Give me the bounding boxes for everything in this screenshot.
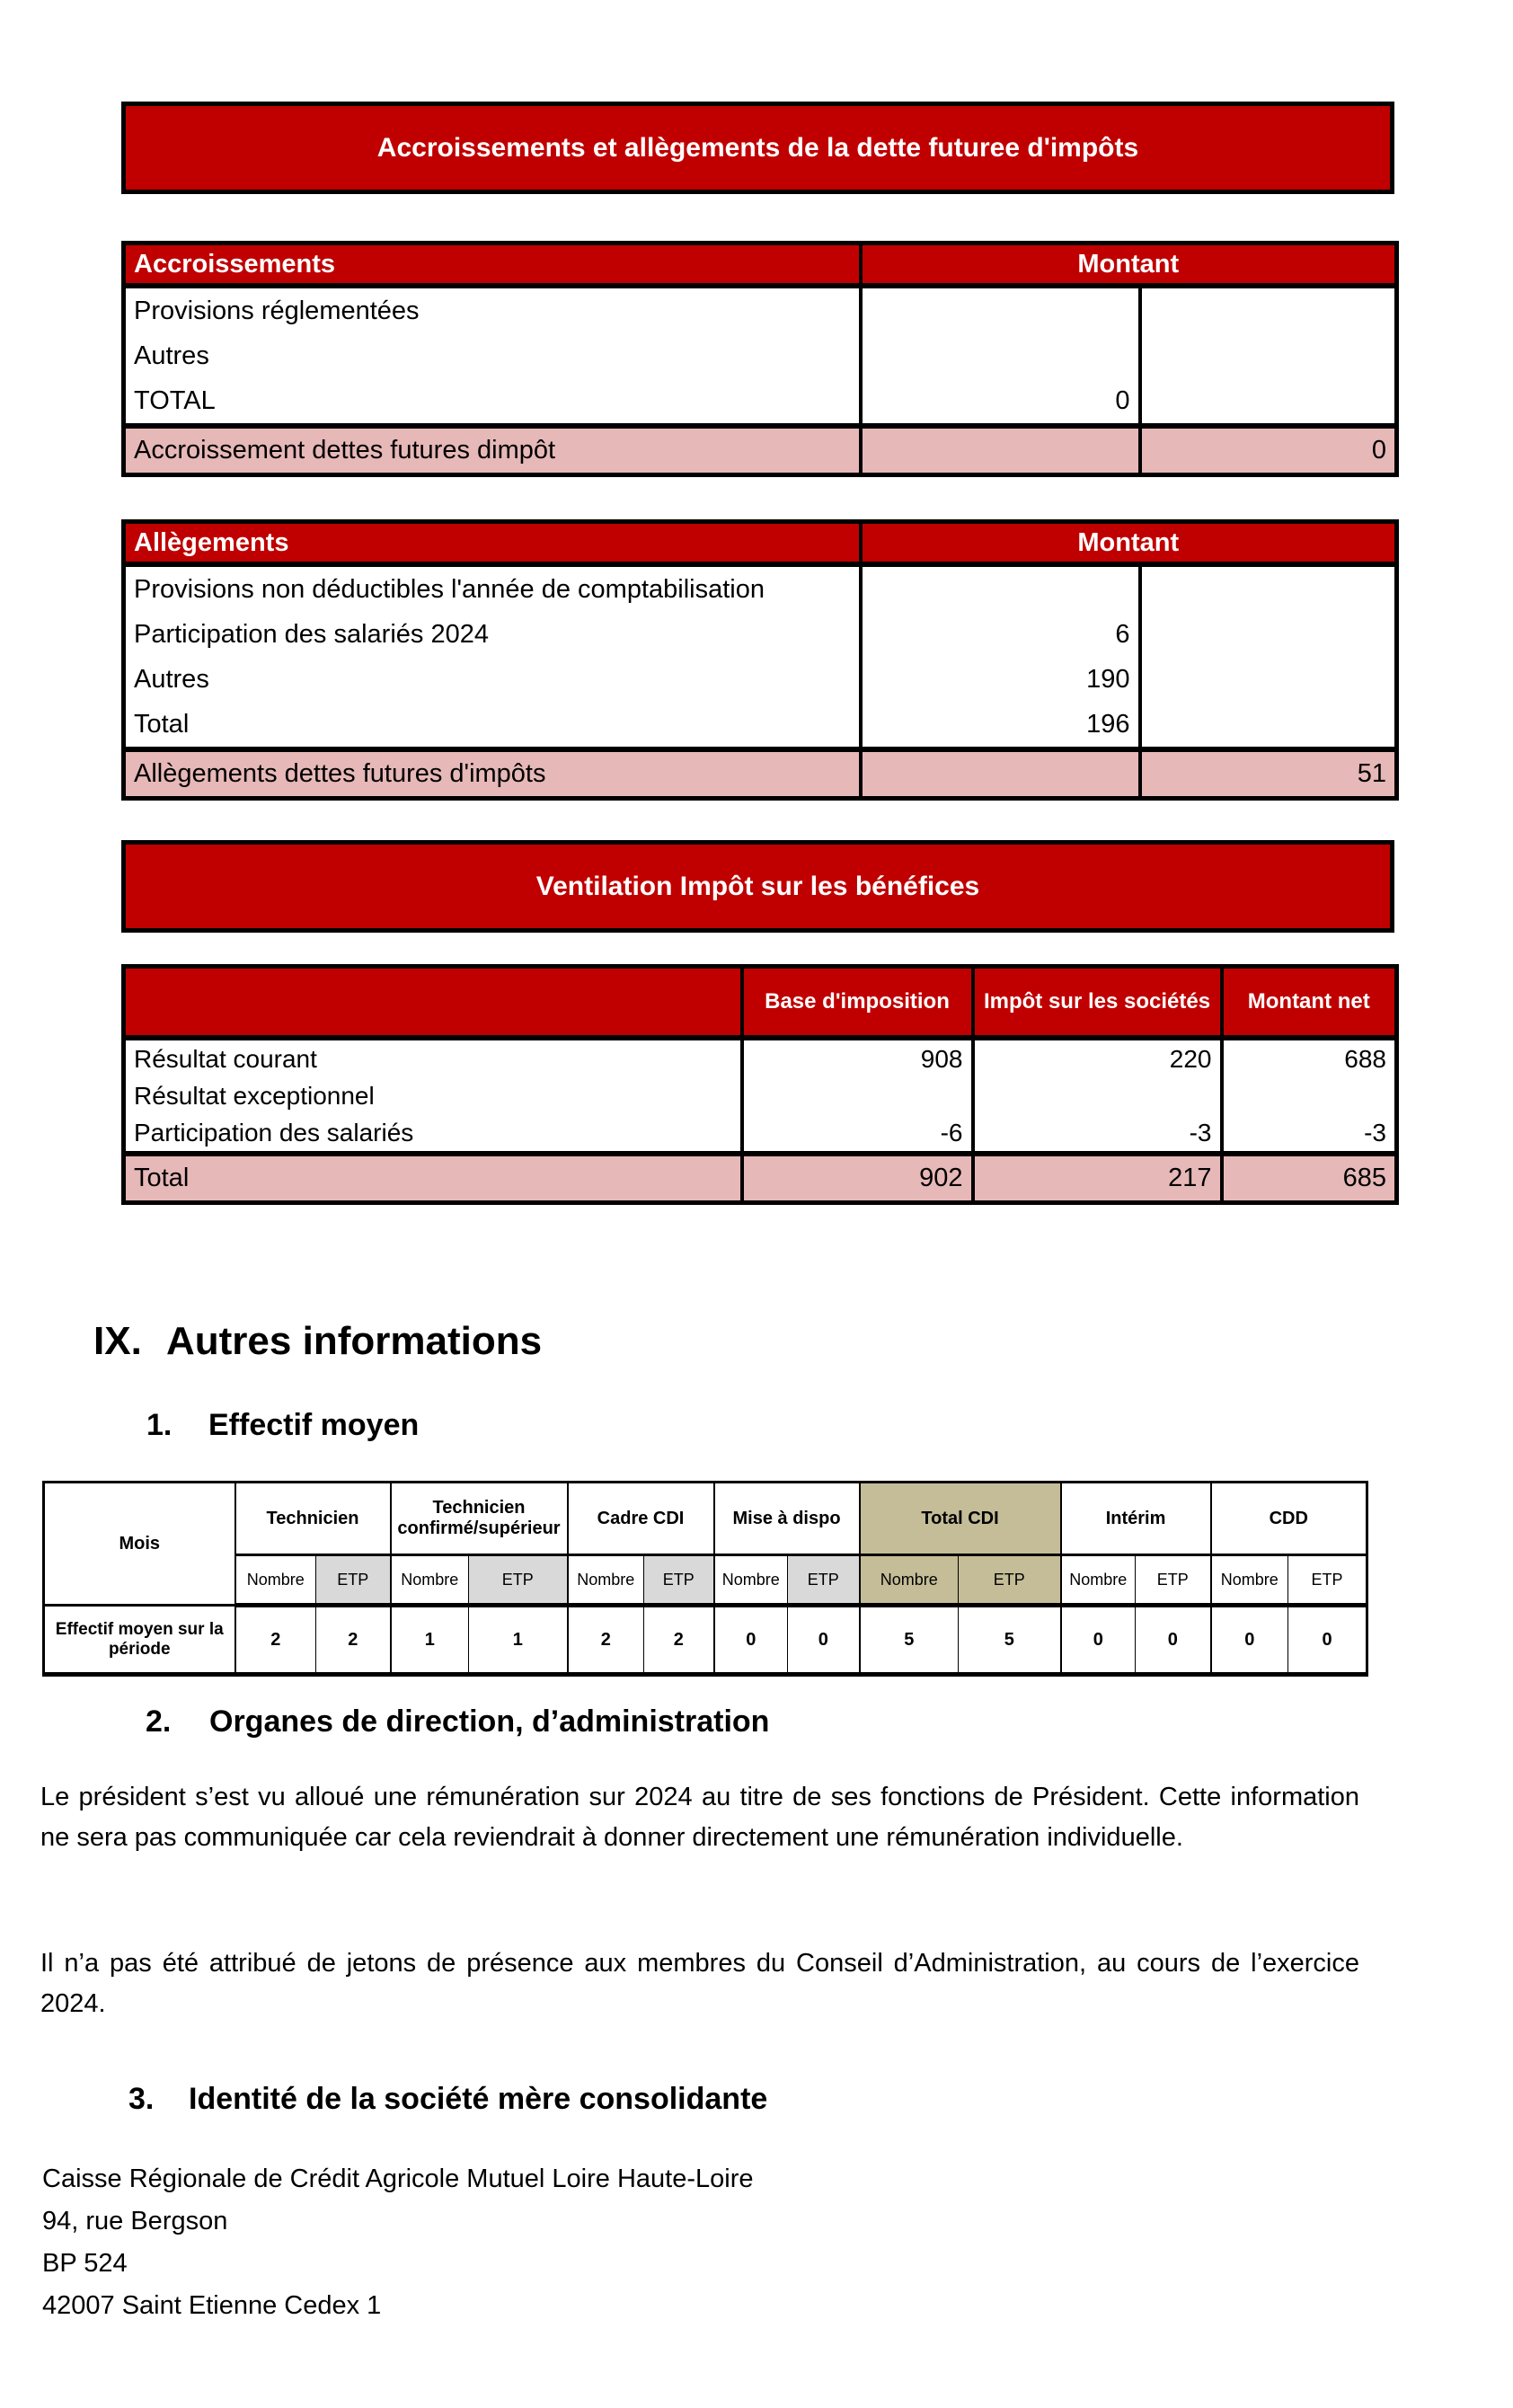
col-header-mois: Mois xyxy=(44,1483,235,1606)
table-row xyxy=(124,333,1397,378)
subheader-etp: ETP xyxy=(469,1555,568,1606)
subheader-nombre: Nombre xyxy=(860,1555,959,1606)
col-header-allegements: Allègements xyxy=(124,522,861,565)
row-label: TOTAL xyxy=(124,378,861,426)
subheader-etp: ETP xyxy=(1136,1555,1211,1606)
value-cadre-cdi-etp: 2 xyxy=(644,1606,714,1675)
paragraph-remuneration-president: Le président s’est vu alloué une rémunération sur 2024 au titre de ses fonctions de Président. Cette information ne sera pas communiquée car cela reviendrait à donner directement une rémunération individuelle. xyxy=(40,1783,1359,1852)
table-row xyxy=(124,612,1397,657)
subsection-title: Effectif moyen xyxy=(208,1408,420,1442)
subheader-etp: ETP xyxy=(644,1555,714,1606)
cell-net: 688 xyxy=(1222,1038,1397,1077)
table-accroissements xyxy=(121,241,1399,477)
table-header-row xyxy=(124,243,1397,287)
value-interim-etp: 0 xyxy=(1136,1606,1211,1675)
cell-montant1: 190 xyxy=(861,657,1140,702)
table-row xyxy=(124,286,1397,333)
banner-ventilation xyxy=(121,840,1394,933)
value-technicien-nombre: 2 xyxy=(235,1606,316,1675)
cell-base: -6 xyxy=(742,1114,973,1154)
banner-title: Accroissements et allègements de la dette futuree d'impôts xyxy=(376,132,1139,163)
cell-montant2 xyxy=(1140,333,1397,378)
subsection-heading-effectif-moyen xyxy=(146,1407,419,1444)
value-interim-nombre: 0 xyxy=(1061,1606,1136,1675)
subsection-heading-organes-direction xyxy=(146,1704,769,1740)
group-header-mise-a-dispo: Mise à dispo xyxy=(714,1483,860,1555)
subheader-etp: ETP xyxy=(316,1555,391,1606)
section-number: IX. xyxy=(93,1319,142,1363)
row-label: Résultat exceptionnel xyxy=(124,1077,742,1114)
cell-base: 908 xyxy=(742,1038,973,1077)
value-technicien-etp: 2 xyxy=(316,1606,391,1675)
subheader-etp: ETP xyxy=(1288,1555,1367,1606)
effectif-subheader-row xyxy=(44,1555,1367,1606)
cell-base xyxy=(742,1077,973,1114)
row-label: Provisions réglementées xyxy=(124,286,861,333)
group-header-cadre-cdi: Cadre CDI xyxy=(568,1483,714,1555)
cell-montant2 xyxy=(1140,702,1397,749)
cell-montant2 xyxy=(1140,612,1397,657)
col-header-empty xyxy=(124,967,742,1039)
subsection-heading-identite-societe-mere xyxy=(128,2081,767,2118)
cell-montant2 xyxy=(1140,564,1397,612)
total-label: Allègements dettes futures d'impôts xyxy=(124,749,861,799)
table-row xyxy=(124,1038,1397,1077)
subheader-nombre: Nombre xyxy=(235,1555,316,1606)
subsection-number: 2. xyxy=(146,1704,172,1739)
table-row xyxy=(124,378,1397,426)
subsection-title: Identité de la société mère consolidante xyxy=(189,2082,768,2116)
cell-montant2 xyxy=(1140,378,1397,426)
table-total-row xyxy=(124,1154,1397,1203)
table-effectif-moyen xyxy=(42,1481,1368,1677)
cell-montant2 xyxy=(1140,657,1397,702)
subheader-nombre: Nombre xyxy=(1061,1555,1136,1606)
cell-net: -3 xyxy=(1222,1114,1397,1154)
col-header-accroissements: Accroissements xyxy=(124,243,861,287)
cell-impot: -3 xyxy=(973,1114,1222,1154)
subheader-nombre: Nombre xyxy=(714,1555,788,1606)
effectif-data-row xyxy=(44,1606,1367,1675)
col-header-net: Montant net xyxy=(1222,967,1397,1039)
value-cadre-cdi-nombre: 2 xyxy=(568,1606,644,1675)
address-street: 94, rue Bergson xyxy=(42,2207,228,2235)
total-label: Total xyxy=(124,1154,742,1203)
subsection-title: Organes de direction, d’administration xyxy=(209,1704,770,1739)
address-city: 42007 Saint Etienne Cedex 1 xyxy=(42,2291,382,2320)
subheader-nombre: Nombre xyxy=(1211,1555,1288,1606)
row-label: Total xyxy=(124,702,861,749)
table-row xyxy=(124,564,1397,612)
group-header-interim: Intérim xyxy=(1061,1483,1211,1555)
table-total-row xyxy=(124,426,1397,475)
group-header-technicien-confirme: Technicien confirmé/supérieur xyxy=(391,1483,568,1555)
table-row xyxy=(124,1077,1397,1114)
col-header-impot: Impôt sur les sociétés xyxy=(973,967,1222,1039)
row-label: Résultat courant xyxy=(124,1038,742,1077)
address-bp: BP 524 xyxy=(42,2249,128,2278)
subsection-number: 3. xyxy=(128,2082,155,2116)
group-header-total-cdi: Total CDI xyxy=(860,1483,1061,1555)
address-company: Caisse Régionale de Crédit Agricole Mutuel Loire Haute-Loire xyxy=(42,2165,754,2193)
total-impot: 217 xyxy=(973,1154,1222,1203)
table-header-row xyxy=(124,967,1397,1039)
table-header-row xyxy=(124,522,1397,565)
cell-impot: 220 xyxy=(973,1038,1222,1077)
group-header-technicien: Technicien xyxy=(235,1483,391,1555)
table-row xyxy=(124,702,1397,749)
value-total-cdi-nombre: 5 xyxy=(860,1606,959,1675)
total-label: Accroissement dettes futures dimpôt xyxy=(124,426,861,475)
row-label: Autres xyxy=(124,333,861,378)
value-cdd-nombre: 0 xyxy=(1211,1606,1288,1675)
subheader-nombre: Nombre xyxy=(391,1555,469,1606)
table-total-row xyxy=(124,749,1397,799)
value-cdd-etp: 0 xyxy=(1288,1606,1367,1675)
effectif-row-label: Effectif moyen sur la période xyxy=(44,1606,235,1675)
row-label: Provisions non déductibles l'année de comptabilisation xyxy=(124,564,861,612)
row-label: Autres xyxy=(124,657,861,702)
total-net: 685 xyxy=(1222,1154,1397,1203)
address-block xyxy=(42,2158,753,2327)
table-ventilation xyxy=(121,964,1399,1205)
col-header-base: Base d'imposition xyxy=(742,967,973,1039)
subheader-etp: ETP xyxy=(788,1555,860,1606)
subheader-etp: ETP xyxy=(959,1555,1061,1606)
effectif-group-header-row xyxy=(44,1483,1367,1555)
value-mise-a-dispo-nombre: 0 xyxy=(714,1606,788,1675)
row-label: Participation des salariés xyxy=(124,1114,742,1154)
table-allegements xyxy=(121,519,1399,801)
banner-accroissements-allegements xyxy=(121,102,1394,194)
col-header-montant: Montant xyxy=(861,243,1397,287)
cell-montant1: 0 xyxy=(861,378,1140,426)
value-mise-a-dispo-etp: 0 xyxy=(788,1606,860,1675)
section-heading-autres-informations xyxy=(93,1319,542,1365)
cell-montant1: 196 xyxy=(861,702,1140,749)
total-montant2: 51 xyxy=(1140,749,1397,799)
subheader-nombre: Nombre xyxy=(568,1555,644,1606)
table-row xyxy=(124,657,1397,702)
banner-title: Ventilation Impôt sur les bénéfices xyxy=(535,871,980,901)
group-header-cdd: CDD xyxy=(1211,1483,1367,1555)
cell-montant2 xyxy=(1140,286,1397,333)
table-row xyxy=(124,1114,1397,1154)
total-montant1 xyxy=(861,749,1140,799)
col-header-montant: Montant xyxy=(861,522,1397,565)
total-base: 902 xyxy=(742,1154,973,1203)
cell-net xyxy=(1222,1077,1397,1114)
subsection-number: 1. xyxy=(146,1408,173,1442)
total-montant1 xyxy=(861,426,1140,475)
cell-montant1: 6 xyxy=(861,612,1140,657)
total-montant2: 0 xyxy=(1140,426,1397,475)
cell-montant1 xyxy=(861,286,1140,333)
row-label: Participation des salariés 2024 xyxy=(124,612,861,657)
cell-montant1 xyxy=(861,564,1140,612)
value-technicien-confirme-nombre: 1 xyxy=(391,1606,469,1675)
value-total-cdi-etp: 5 xyxy=(959,1606,1061,1675)
cell-montant1 xyxy=(861,333,1140,378)
cell-impot xyxy=(973,1077,1222,1114)
value-technicien-confirme-etp: 1 xyxy=(469,1606,568,1675)
section-title: Autres informations xyxy=(166,1319,543,1363)
paragraph-jetons-presence: Il n’a pas été attribué de jetons de présence aux membres du Conseil d’Administration, au cours de l’exercice 2024. xyxy=(40,1949,1359,2018)
